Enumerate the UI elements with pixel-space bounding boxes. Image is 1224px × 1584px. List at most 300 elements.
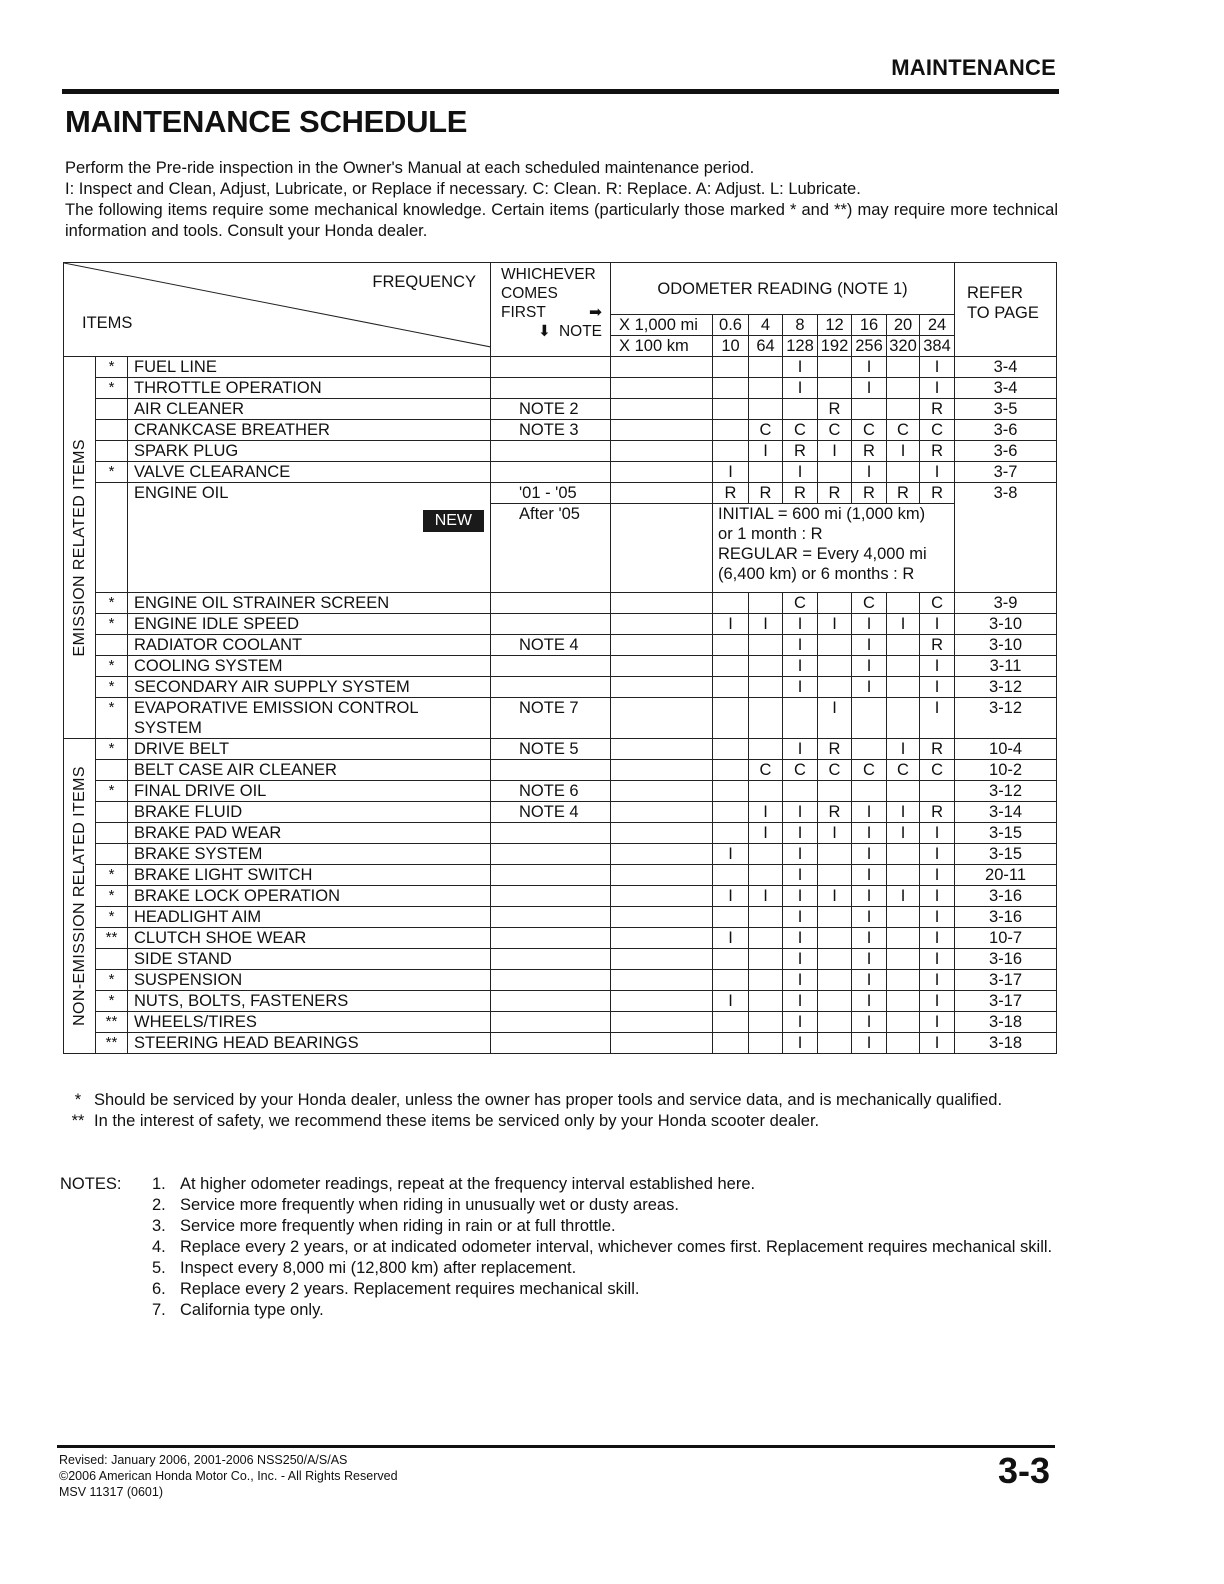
service-mark xyxy=(96,802,128,823)
item-name: NUTS, BOLTS, FASTENERS xyxy=(128,991,491,1012)
service-mark: * xyxy=(96,357,128,378)
schedule-cell: I xyxy=(818,614,852,635)
category-label: EMISSION RELATED ITEMS xyxy=(70,438,88,657)
table-row xyxy=(64,420,1057,441)
schedule-cell xyxy=(887,928,920,949)
table-row xyxy=(64,614,1057,635)
note-ref xyxy=(491,949,611,970)
note-item xyxy=(152,1216,1056,1237)
schedule-cell xyxy=(749,698,783,739)
item-name: RADIATOR COOLANT xyxy=(128,635,491,656)
note-number: 6. xyxy=(152,1280,166,1298)
service-mark xyxy=(96,844,128,865)
schedule-cell: I xyxy=(783,677,818,698)
schedule-cell xyxy=(818,949,852,970)
schedule-cell xyxy=(887,357,920,378)
footnote-single-star xyxy=(62,1090,1052,1111)
right-arrow-icon: ➡ xyxy=(589,304,603,321)
odometer-km-value: 320 xyxy=(887,336,920,357)
note-ref: NOTE 3 xyxy=(491,420,611,441)
schedule-cell xyxy=(749,739,783,760)
schedule-cell xyxy=(713,1033,749,1054)
blank-cell xyxy=(611,504,713,593)
schedule-cell: I xyxy=(920,677,955,698)
service-mark xyxy=(96,760,128,781)
footnote-text: In the interest of safety, we recommend these items be serviced only by your Honda scooter dealer. xyxy=(94,1112,820,1130)
service-mark xyxy=(96,823,128,844)
note-ref: '01 - '05 xyxy=(491,483,611,504)
schedule-cell: C xyxy=(783,593,818,614)
refer-page: 3-16 xyxy=(955,907,1057,928)
odometer-km-value: 192 xyxy=(818,336,852,357)
schedule-cell: R xyxy=(852,441,887,462)
schedule-cell: I xyxy=(852,970,887,991)
table-row-evap xyxy=(64,698,1057,739)
schedule-cell: I xyxy=(920,378,955,399)
schedule-cell: R xyxy=(818,399,852,420)
schedule-cell: I xyxy=(852,614,887,635)
odometer-mi-value: 12 xyxy=(818,315,852,336)
blank-cell xyxy=(611,593,713,614)
service-mark: * xyxy=(96,907,128,928)
schedule-cell xyxy=(749,378,783,399)
schedule-cell xyxy=(887,462,920,483)
service-mark: * xyxy=(96,739,128,760)
schedule-cell: I xyxy=(783,949,818,970)
note-ref xyxy=(491,928,611,949)
footnote-text: Should be serviced by your Honda dealer, unless the owner has proper tools and service data, and is mechanically qualified. xyxy=(94,1091,1003,1109)
schedule-cell xyxy=(887,865,920,886)
schedule-cell xyxy=(887,635,920,656)
category-non-emission xyxy=(64,739,96,1054)
schedule-cell: I xyxy=(920,462,955,483)
schedule-cell: I xyxy=(783,357,818,378)
item-name: CLUTCH SHOE WEAR xyxy=(128,928,491,949)
note-ref: NOTE 7 xyxy=(491,698,611,739)
schedule-cell xyxy=(887,844,920,865)
note-ref xyxy=(491,441,611,462)
blank-cell xyxy=(611,802,713,823)
schedule-cell: I xyxy=(783,991,818,1012)
schedule-cell xyxy=(887,949,920,970)
footer-copyright: ©2006 American Honda Motor Co., Inc. - All Rights Reserved xyxy=(59,1469,398,1483)
note-ref xyxy=(491,991,611,1012)
odometer-mi-value: 16 xyxy=(852,315,887,336)
refer-page: 3-10 xyxy=(955,614,1057,635)
schedule-cell xyxy=(749,865,783,886)
schedule-cell xyxy=(713,399,749,420)
schedule-cell: R xyxy=(749,483,783,504)
schedule-cell: I xyxy=(818,886,852,907)
refer-page: 3-11 xyxy=(955,656,1057,677)
table-row xyxy=(64,844,1057,865)
schedule-cell xyxy=(749,462,783,483)
footnote-double-star xyxy=(62,1111,1052,1132)
schedule-cell: R xyxy=(713,483,749,504)
note-text: Replace every 2 years. Replacement requires mechanical skill. xyxy=(180,1280,640,1298)
schedule-cell: I xyxy=(887,802,920,823)
schedule-cell: R xyxy=(920,399,955,420)
schedule-cell: R xyxy=(818,739,852,760)
table-row xyxy=(64,739,1057,760)
schedule-cell xyxy=(887,970,920,991)
schedule-cell: I xyxy=(783,1033,818,1054)
refer-page: 10-7 xyxy=(955,928,1057,949)
note-text: Service more frequently when riding in rain or at full throttle. xyxy=(180,1217,616,1235)
schedule-cell: I xyxy=(783,739,818,760)
schedule-cell xyxy=(713,781,749,802)
item-name-engine-oil xyxy=(128,483,491,593)
schedule-cell xyxy=(852,739,887,760)
service-mark: * xyxy=(96,656,128,677)
note-text: Service more frequently when riding in unusually wet or dusty areas. xyxy=(180,1196,679,1214)
comes-label: COMES xyxy=(501,285,558,302)
schedule-cell: I xyxy=(783,802,818,823)
schedule-cell: I xyxy=(852,357,887,378)
schedule-cell: I xyxy=(852,907,887,928)
blank-cell xyxy=(611,378,713,399)
schedule-cell: I xyxy=(920,357,955,378)
schedule-cell xyxy=(749,970,783,991)
service-mark: * xyxy=(96,677,128,698)
note-ref xyxy=(491,907,611,928)
odometer-km-value: 256 xyxy=(852,336,887,357)
schedule-cell: C xyxy=(887,760,920,781)
schedule-cell xyxy=(818,991,852,1012)
schedule-cell xyxy=(713,656,749,677)
refer-page: 3-12 xyxy=(955,677,1057,698)
schedule-cell: I xyxy=(852,656,887,677)
schedule-cell: I xyxy=(920,656,955,677)
maintenance-schedule-table xyxy=(63,262,1057,1054)
schedule-cell: C xyxy=(852,593,887,614)
schedule-cell xyxy=(887,399,920,420)
refer-page: 3-5 xyxy=(955,399,1057,420)
schedule-cell: I xyxy=(852,991,887,1012)
blank-cell xyxy=(611,928,713,949)
note-item xyxy=(152,1258,1056,1279)
schedule-cell: C xyxy=(818,760,852,781)
note-ref xyxy=(491,677,611,698)
note-item xyxy=(152,1300,1056,1321)
service-mark: * xyxy=(96,593,128,614)
schedule-cell: I xyxy=(887,441,920,462)
schedule-cell: I xyxy=(920,928,955,949)
section-heading: MAINTENANCE xyxy=(891,55,1056,80)
table-row xyxy=(64,949,1057,970)
schedule-cell xyxy=(749,949,783,970)
schedule-cell xyxy=(887,378,920,399)
item-name: FINAL DRIVE OIL xyxy=(128,781,491,802)
schedule-cell: R xyxy=(920,441,955,462)
intro-line-1: Perform the Pre-ride inspection in the Owner's Manual at each scheduled maintenance period. xyxy=(65,159,755,177)
schedule-cell: I xyxy=(887,739,920,760)
schedule-cell xyxy=(818,907,852,928)
item-name: HEADLIGHT AIM xyxy=(128,907,491,928)
schedule-cell xyxy=(783,399,818,420)
schedule-cell xyxy=(818,378,852,399)
odometer-km-value: 128 xyxy=(783,336,818,357)
note-item xyxy=(152,1279,1056,1300)
schedule-cell: R xyxy=(920,635,955,656)
table-row xyxy=(64,441,1057,462)
schedule-cell: C xyxy=(920,593,955,614)
schedule-cell: I xyxy=(920,844,955,865)
notes-section xyxy=(60,1174,1056,1321)
item-name: SECONDARY AIR SUPPLY SYSTEM xyxy=(128,677,491,698)
refer-page: 3-9 xyxy=(955,593,1057,614)
schedule-cell: R xyxy=(818,483,852,504)
schedule-cell xyxy=(887,1033,920,1054)
schedule-cell xyxy=(818,1033,852,1054)
service-mark: * xyxy=(96,991,128,1012)
schedule-cell xyxy=(818,844,852,865)
schedule-cell: I xyxy=(920,1033,955,1054)
note-number: 4. xyxy=(152,1238,166,1256)
intro-line-2: I: Inspect and Clean, Adjust, Lubricate, or Replace if necessary. C: Clean. R: Replace. A: Adjust. L: Lubricate. xyxy=(65,180,861,198)
schedule-cell xyxy=(713,739,749,760)
schedule-cell xyxy=(749,635,783,656)
note-ref: After '05 xyxy=(491,504,611,593)
note-ref xyxy=(491,760,611,781)
schedule-cell xyxy=(887,677,920,698)
service-mark xyxy=(96,420,128,441)
schedule-cell: I xyxy=(783,635,818,656)
items-frequency-header xyxy=(64,263,491,357)
refer-page: 3-16 xyxy=(955,949,1057,970)
table-row xyxy=(64,399,1057,420)
odometer-mi-value: 24 xyxy=(920,315,955,336)
item-name: BELT CASE AIR CLEANER xyxy=(128,760,491,781)
service-mark: * xyxy=(96,781,128,802)
table-row xyxy=(64,760,1057,781)
odometer-km-value: 64 xyxy=(749,336,783,357)
refer-page: 3-4 xyxy=(955,357,1057,378)
intro-text xyxy=(65,158,1058,242)
schedule-cell: I xyxy=(920,991,955,1012)
service-mark: * xyxy=(96,462,128,483)
schedule-cell: I xyxy=(852,844,887,865)
schedule-cell: C xyxy=(749,420,783,441)
schedule-cell xyxy=(887,907,920,928)
service-mark: ** xyxy=(96,1012,128,1033)
whichever-header xyxy=(491,263,611,357)
footer-revised: Revised: January 2006, 2001-2006 NSS250/A/S/AS xyxy=(59,1453,348,1467)
notes-list xyxy=(60,1174,1056,1321)
schedule-cell xyxy=(713,823,749,844)
schedule-cell xyxy=(749,928,783,949)
note-ref xyxy=(491,462,611,483)
page-title: MAINTENANCE SCHEDULE xyxy=(65,104,468,139)
refer-page: 3-17 xyxy=(955,970,1057,991)
blank-cell xyxy=(611,483,713,504)
odometer-mi-value: 4 xyxy=(749,315,783,336)
schedule-cell: I xyxy=(818,823,852,844)
schedule-cell: I xyxy=(783,928,818,949)
item-name: STEERING HEAD BEARINGS xyxy=(128,1033,491,1054)
item-name: DRIVE BELT xyxy=(128,739,491,760)
blank-cell xyxy=(611,614,713,635)
schedule-cell xyxy=(852,698,887,739)
schedule-cell xyxy=(887,1012,920,1033)
schedule-cell: I xyxy=(852,949,887,970)
schedule-cell xyxy=(818,677,852,698)
schedule-cell: I xyxy=(852,802,887,823)
schedule-cell xyxy=(749,593,783,614)
table-row xyxy=(64,865,1057,886)
note-ref xyxy=(491,1012,611,1033)
note-item xyxy=(152,1195,1056,1216)
schedule-cell xyxy=(713,865,749,886)
odometer-mi-value: 0.6 xyxy=(713,315,749,336)
refer-page: 3-6 xyxy=(955,420,1057,441)
new-badge-wrap xyxy=(134,507,488,532)
odometer-mi-value: 8 xyxy=(783,315,818,336)
schedule-cell: R xyxy=(783,483,818,504)
blank-cell xyxy=(611,399,713,420)
item-name: VALVE CLEARANCE xyxy=(128,462,491,483)
note-ref: NOTE 6 xyxy=(491,781,611,802)
blank-cell xyxy=(611,970,713,991)
service-mark: * xyxy=(96,614,128,635)
new-badge: NEW xyxy=(423,510,484,532)
note-item xyxy=(152,1174,1056,1195)
to-page-label: TO PAGE xyxy=(967,304,1039,322)
service-mark: * xyxy=(96,698,128,739)
refer-page: 20-11 xyxy=(955,865,1057,886)
schedule-cell xyxy=(818,1012,852,1033)
schedule-cell: C xyxy=(749,760,783,781)
schedule-cell xyxy=(713,970,749,991)
service-mark: * xyxy=(96,865,128,886)
note-ref xyxy=(491,844,611,865)
schedule-cell: I xyxy=(713,844,749,865)
blank-cell xyxy=(611,907,713,928)
schedule-cell: R xyxy=(783,441,818,462)
schedule-cell: I xyxy=(749,823,783,844)
blank-cell xyxy=(611,462,713,483)
schedule-cell xyxy=(713,907,749,928)
refer-page: 3-18 xyxy=(955,1012,1057,1033)
schedule-cell: I xyxy=(749,614,783,635)
unit-mi: X 1,000 mi xyxy=(611,315,713,336)
item-name-line: SYSTEM xyxy=(134,719,202,737)
interval-line: INITIAL = 600 mi (1,000 km) xyxy=(718,505,926,523)
refer-page: 3-17 xyxy=(955,991,1057,1012)
schedule-cell: I xyxy=(852,378,887,399)
schedule-cell: R xyxy=(920,739,955,760)
schedule-cell: I xyxy=(920,1012,955,1033)
item-name: SUSPENSION xyxy=(128,970,491,991)
schedule-cell: I xyxy=(783,378,818,399)
note-text: Replace every 2 years, or at indicated odometer interval, whichever comes first. Replacement requires mechanical skill. xyxy=(180,1238,1053,1256)
refer-page: 3-12 xyxy=(955,781,1057,802)
table-row xyxy=(64,781,1057,802)
schedule-cell: R xyxy=(818,802,852,823)
table-row xyxy=(64,928,1057,949)
blank-cell xyxy=(611,1033,713,1054)
engine-oil-regular-interval xyxy=(713,504,955,593)
schedule-cell: I xyxy=(852,1012,887,1033)
note-number: 2. xyxy=(152,1196,166,1214)
blank-cell xyxy=(611,441,713,462)
note-ref xyxy=(491,614,611,635)
schedule-cell xyxy=(818,357,852,378)
blank-cell xyxy=(611,677,713,698)
table-row xyxy=(64,823,1057,844)
schedule-cell: I xyxy=(852,677,887,698)
item-name-line: EVAPORATIVE EMISSION CONTROL xyxy=(134,699,419,717)
blank-cell xyxy=(611,823,713,844)
item-name: BRAKE LIGHT SWITCH xyxy=(128,865,491,886)
table-row xyxy=(64,656,1057,677)
schedule-cell: I xyxy=(783,462,818,483)
schedule-cell xyxy=(852,399,887,420)
schedule-cell xyxy=(783,781,818,802)
item-name: ENGINE IDLE SPEED xyxy=(128,614,491,635)
blank-cell xyxy=(611,865,713,886)
refer-page: 3-10 xyxy=(955,635,1057,656)
whichever-label: WHICHEVER xyxy=(501,266,596,283)
schedule-cell xyxy=(887,656,920,677)
schedule-cell: I xyxy=(920,949,955,970)
schedule-cell: I xyxy=(783,656,818,677)
service-mark xyxy=(96,441,128,462)
note-ref xyxy=(491,865,611,886)
note-text: California type only. xyxy=(180,1301,324,1319)
odometer-km-value: 384 xyxy=(920,336,955,357)
items-label: ITEMS xyxy=(82,314,133,332)
service-mark xyxy=(96,949,128,970)
item-name xyxy=(128,698,491,739)
table-row xyxy=(64,378,1057,399)
first-label: FIRST xyxy=(501,304,546,321)
blank-cell xyxy=(611,420,713,441)
schedule-cell xyxy=(749,677,783,698)
item-name: SPARK PLUG xyxy=(128,441,491,462)
schedule-cell xyxy=(713,949,749,970)
schedule-cell: I xyxy=(852,928,887,949)
refer-page: 3-4 xyxy=(955,378,1057,399)
note-label: NOTE xyxy=(558,323,603,340)
category-emission xyxy=(64,357,96,739)
schedule-cell: I xyxy=(920,614,955,635)
footnotes xyxy=(62,1090,1052,1132)
item-name: BRAKE PAD WEAR xyxy=(128,823,491,844)
schedule-cell: I xyxy=(852,1033,887,1054)
schedule-cell: I xyxy=(887,886,920,907)
header-rule xyxy=(62,89,1059,94)
down-arrow-icon: ⬇ xyxy=(537,323,551,340)
schedule-cell xyxy=(887,593,920,614)
interval-line: REGULAR = Every 4,000 mi xyxy=(718,545,927,563)
refer-page: 3-15 xyxy=(955,823,1057,844)
schedule-cell xyxy=(749,1033,783,1054)
odometer-mi-value: 20 xyxy=(887,315,920,336)
blank-cell xyxy=(611,698,713,739)
note-ref xyxy=(491,656,611,677)
schedule-cell: C xyxy=(852,760,887,781)
interval-line: or 1 month : R xyxy=(718,525,823,543)
table-row xyxy=(64,970,1057,991)
schedule-cell: I xyxy=(749,886,783,907)
blank-cell xyxy=(611,949,713,970)
notes-label: NOTES: xyxy=(60,1175,122,1193)
schedule-cell: I xyxy=(783,886,818,907)
schedule-cell xyxy=(713,420,749,441)
note-number: 5. xyxy=(152,1259,166,1277)
schedule-cell: I xyxy=(783,865,818,886)
